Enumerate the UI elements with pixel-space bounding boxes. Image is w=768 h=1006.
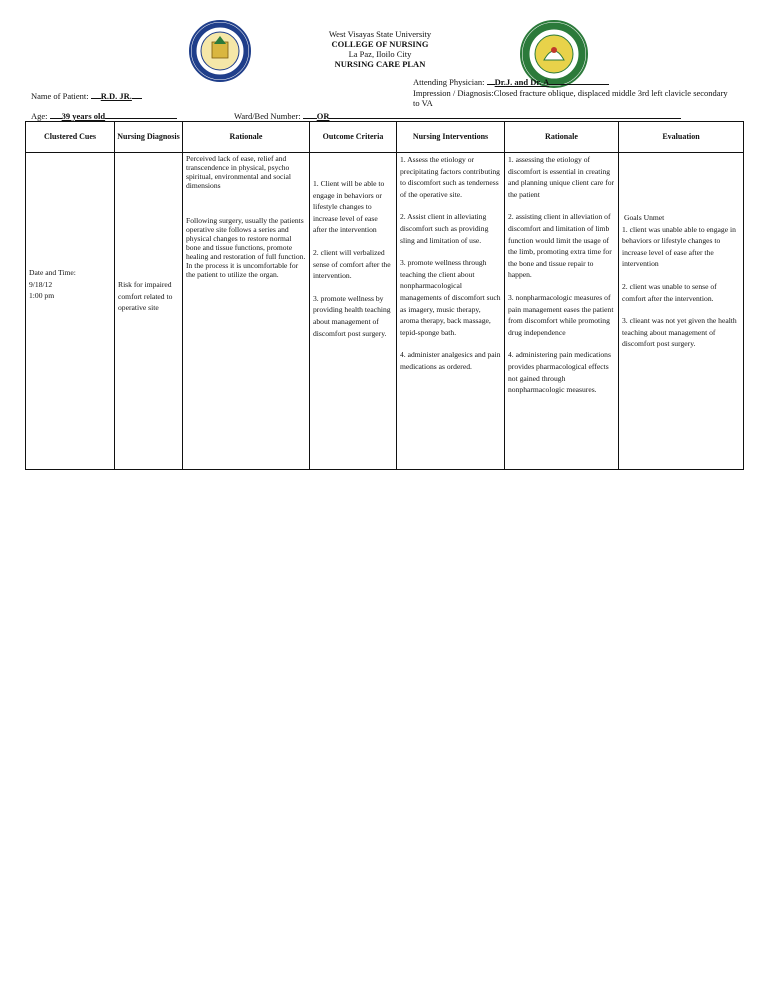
- location: La Paz, Iloilo City: [348, 49, 412, 59]
- evaluation-item: 3. clieant was not yet given the health teaching about management of discomfort post surgery.: [622, 316, 737, 349]
- age-field: [31, 110, 177, 121]
- age-label: Age:: [31, 111, 48, 121]
- patient-name-field: [31, 90, 142, 101]
- impression-diagnosis-field: [413, 88, 733, 108]
- cell-nursing-diagnosis: [115, 153, 183, 470]
- intervention-item: 3. promote wellness through teaching the client about nonpharmacological managements of discomfort such as imagery, music therapy, aroma therapy, back massage, tepid-sponge bath.: [400, 258, 501, 337]
- college-name: COLLEGE OF NURSING: [331, 39, 429, 49]
- wvsu-seal-logo: [189, 20, 251, 82]
- evaluation-status: Goals Unmet: [624, 213, 665, 222]
- evaluation-item: 2. client was unable to sense of comfort after the intervention.: [622, 281, 717, 303]
- attending-physician-value: Dr.J. and Dr. A: [494, 77, 550, 87]
- header-rationale: Rationale: [183, 122, 310, 153]
- header-outcome-criteria: Outcome Criteria: [310, 122, 397, 153]
- header-rationale-2: Rationale: [505, 122, 619, 153]
- header-nursing-diagnosis: Nursing Diagnosis: [115, 122, 183, 153]
- rationale-item: 4. administering pain medications provides pharmacological effects not gained through nonpharmacologic measures.: [508, 350, 611, 395]
- ward-bed-field: [234, 110, 681, 121]
- cue-date: 9/18/12: [29, 279, 53, 289]
- cell-evaluation: [619, 153, 744, 470]
- outcome-item: 2. client will verbalized sense of comfort after the intervention.: [313, 247, 391, 281]
- diagnosis-label: Impression / Diagnosis:: [413, 88, 494, 98]
- table-row: [26, 153, 744, 470]
- nursing-diagnosis-text: Risk for impaired comfort related to operative site: [118, 280, 173, 313]
- outcome-item: 3. promote wellness by providing health teaching about management of discomfort post surgery.: [313, 293, 391, 338]
- rationale-item: 1. assessing the etiology of discomfort is essential in creating and planning unique client care for the patient: [508, 155, 615, 199]
- cell-clustered-cues: [26, 153, 115, 470]
- cell-rationale: [183, 153, 310, 470]
- intervention-item: 4. administer analgesics and pain medications as ordered.: [400, 350, 501, 371]
- cell-outcome-criteria: [310, 153, 397, 470]
- patient-name-value: R.D. JR.: [100, 91, 132, 101]
- attending-physician-label: Attending Physician:: [413, 77, 485, 87]
- ward-bed-label: Ward/Bed Number:: [234, 111, 301, 121]
- header-clustered-cues: Clustered Cues: [26, 122, 115, 153]
- cue-time: 1:00 pm: [29, 291, 55, 301]
- university-name: West Visayas State University: [328, 29, 432, 39]
- cell-nursing-interventions: [397, 153, 505, 470]
- rationale-item: 2. assisting client in alleviation of discomfort and limitation of limb function would limit the usage of the limb, promoting extra time for the bone and tissue repair to happen.: [508, 212, 612, 280]
- ward-bed-value: OR: [316, 111, 330, 121]
- nursing-care-plan-table: [25, 121, 744, 470]
- attending-physician-field: [413, 76, 609, 87]
- rationale-paragraph: Perceived lack of ease, relief and transcendence in physical, psycho spiritual, environmental and social dimensions: [186, 154, 292, 190]
- document-title: NURSING CARE PLAN: [334, 59, 426, 69]
- age-value: 39 years old: [61, 111, 106, 121]
- evaluation-item: 1. client was unable able to engage in behaviors or lifestyle changes to increase level of ease after the intervention: [622, 224, 736, 269]
- cell-rationale-2: [505, 153, 619, 470]
- table-header-row: [26, 122, 744, 153]
- intervention-item: 2. Assist client in alleviating discomfort such as providing sling and limitation of use.: [400, 212, 489, 245]
- cue-date-label: Date and Time:: [29, 268, 76, 277]
- rationale-paragraph: Following surgery, usually the patients operative site follows a series and physical changes to restore normal bone and tissue functions, promote healing and restoration of full function. In the process it is uncomfortable for the patient to utilize the organ.: [186, 216, 306, 279]
- rationale-item: 3. nonpharmacologic measures of pain management eases the patient from discomfort while promoting drug independence: [508, 292, 614, 337]
- patient-name-label: Name of Patient:: [31, 91, 89, 101]
- document-header: [300, 29, 460, 69]
- header-evaluation: Evaluation: [619, 122, 744, 153]
- header-nursing-interventions: Nursing Interventions: [397, 122, 505, 153]
- outcome-item: 1. Client will be able to engage in behaviors or lifestyle changes to increase level of ease after the intervention: [313, 179, 385, 235]
- intervention-item: 1. Assess the etiology or precipitating factors contributing to discomfort such as tenderness of the operative site.: [400, 155, 500, 199]
- diagnosis-value: Closed fracture oblique, displaced middle 3rd left clavicle secondary to VA: [413, 88, 728, 108]
